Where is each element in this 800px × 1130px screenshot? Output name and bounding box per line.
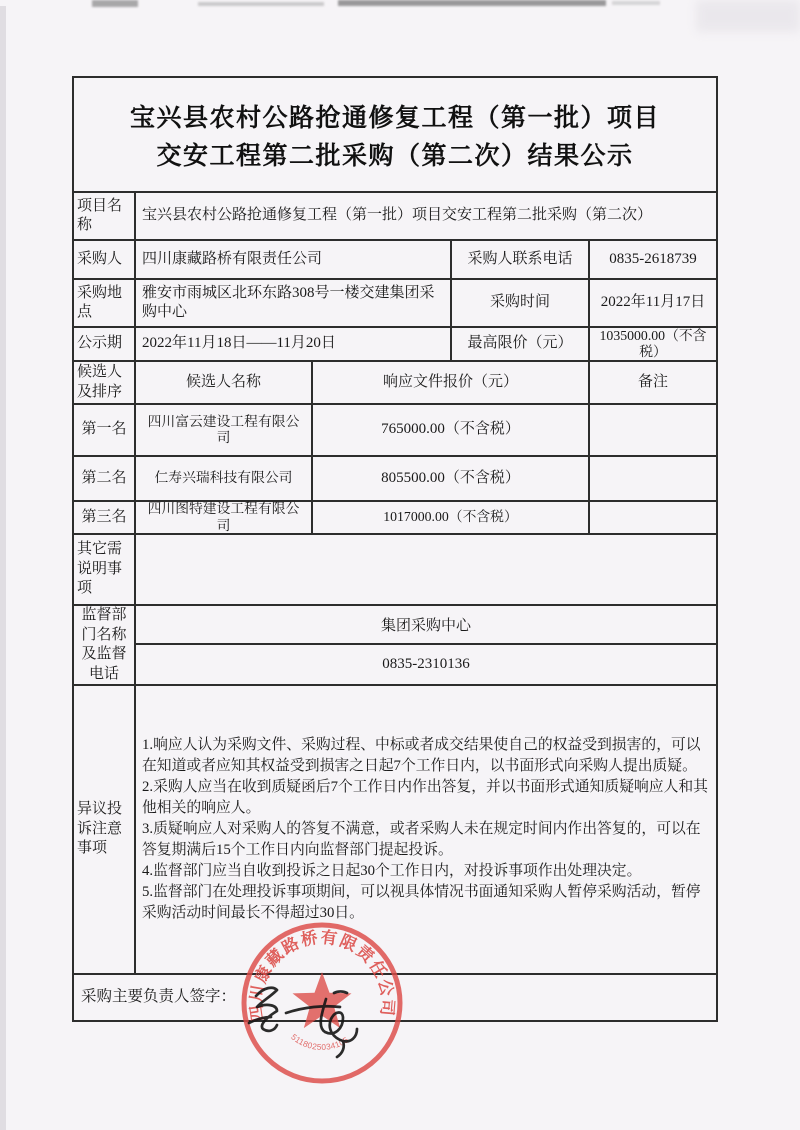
title-block — [74, 78, 716, 191]
supervision-department: 集团采购中心 — [136, 606, 716, 645]
objection-text — [134, 686, 716, 973]
supervision-values — [134, 606, 716, 684]
price-limit-value: 1035000.00（不含税） — [588, 328, 716, 360]
scan-smudge — [338, 0, 606, 6]
candidate-rank: 第一名 — [81, 421, 127, 438]
signature-label: 采购主要负责人签字： — [81, 988, 237, 1006]
candidates-name-header: 候选人名称 — [134, 362, 311, 403]
candidate-price: 1017000.00（不含税） — [311, 502, 588, 533]
objection-item: 3.质疑响应人对采购人的答复不满意，或者采购人未在规定时间内作出答复的，可以在答复期满后15个工作日内向监督部门提起投诉。 — [142, 821, 701, 858]
doc-title-line1: 宝兴县农村公路抢通修复工程（第一批）项目 — [129, 104, 660, 132]
seal-number-arc: 5118025034105 — [289, 1031, 351, 1052]
supervision-phone: 0835-2310136 — [382, 656, 470, 672]
objection-item: 2.采购人应当在收到质疑函后7个工作日内作出答复，并以书面形式通知质疑响应人和其他相关的响应人。 — [142, 779, 708, 816]
doc-title-line2: 交安工程第二批采购（第二次）结果公示 — [156, 142, 634, 170]
scan-edge-shadow — [0, 6, 6, 1130]
supervision-row — [74, 604, 716, 684]
candidate-remark — [588, 405, 716, 455]
publicity-row — [74, 326, 716, 360]
candidate-remark — [588, 502, 716, 533]
seal-number-text — [289, 1032, 350, 1052]
purchaser-row — [74, 239, 716, 278]
publicity-value: 2022年11月18日——11月20日 — [134, 328, 450, 360]
candidate-name: 四川富云建设工程有限公司 — [134, 405, 311, 455]
signature-row — [74, 973, 716, 1020]
candidate-row-3 — [74, 500, 716, 533]
purchase-time-value: 2022年11月17日 — [588, 280, 716, 326]
objection-item: 1.响应人认为采购文件、采购过程、中标或者成交结果使自己的权益受到损害的，可以在知道或者应知其权益受到损害之日起7个工作日内，以书面形式向采购人提出质疑。 — [142, 737, 701, 774]
scan-smudge — [612, 1, 660, 5]
purchaser-phone-value: 0835-2618739 — [588, 241, 716, 278]
project-name-row — [74, 191, 716, 239]
publicity-label: 公示期 — [77, 335, 123, 352]
signature-stroke — [337, 1041, 344, 1057]
objection-item: 5.监督部门在处理投诉事项期间，可以视具体情况书面通知采购人暂停采购活动，暂停采购活动时间最长不得超过30日。 — [142, 884, 701, 921]
objection-row — [74, 684, 716, 973]
scan-smudge — [92, 0, 138, 7]
project-name-value: 宝兴县农村公路抢通修复工程（第一批）项目交安工程第二批采购（第二次） — [134, 193, 716, 239]
other-notes-label: 其它需说明事项 — [77, 541, 123, 597]
price-limit-label: 最高限价（元） — [450, 328, 588, 360]
candidate-rank: 第三名 — [81, 508, 127, 525]
scan-smudge — [198, 2, 324, 6]
candidate-name: 四川图特建设工程有限公司 — [134, 502, 311, 533]
candidates-price-header: 响应文件报价（元） — [311, 362, 588, 403]
candidate-row-2 — [74, 455, 716, 500]
location-row — [74, 278, 716, 326]
candidates-header-row — [74, 360, 716, 403]
purchaser-phone-label: 采购人联系电话 — [450, 241, 588, 278]
objection-label: 异议投诉注意事项 — [77, 801, 123, 857]
purchase-time-label: 采购时间 — [450, 280, 588, 326]
scan-corner-shade — [696, 0, 800, 32]
candidates-remark-header: 备注 — [588, 362, 716, 403]
other-notes-row — [74, 533, 716, 604]
candidate-row-1 — [74, 403, 716, 455]
candidate-name: 仁寿兴瑞科技有限公司 — [134, 457, 311, 500]
objection-item: 4.监督部门应当自收到投诉之日起30个工作日内，对投诉事项作出处理决定。 — [142, 863, 642, 879]
candidate-rank: 第二名 — [81, 469, 127, 486]
purchaser-label: 采购人 — [77, 250, 123, 267]
purchaser-value: 四川康藏路桥有限责任公司 — [134, 241, 450, 278]
location-label: 采购地点 — [77, 284, 123, 320]
candidates-rank-header: 候选人及排序 — [77, 364, 123, 400]
candidate-price: 765000.00（不含税） — [311, 405, 588, 455]
candidate-remark — [588, 457, 716, 500]
project-name-label: 项目名称 — [77, 197, 123, 233]
candidate-price: 805500.00（不含税） — [311, 457, 588, 500]
seal-company-arc: 四川康藏路桥有限责任公司 — [246, 927, 398, 1023]
other-notes-value — [134, 535, 716, 604]
location-value: 雅安市雨城区北环东路308号一楼交建集团采购中心 — [134, 280, 450, 326]
supervision-label: 监督部门名称及监督电话 — [81, 607, 127, 682]
announcement-table — [72, 76, 718, 1022]
